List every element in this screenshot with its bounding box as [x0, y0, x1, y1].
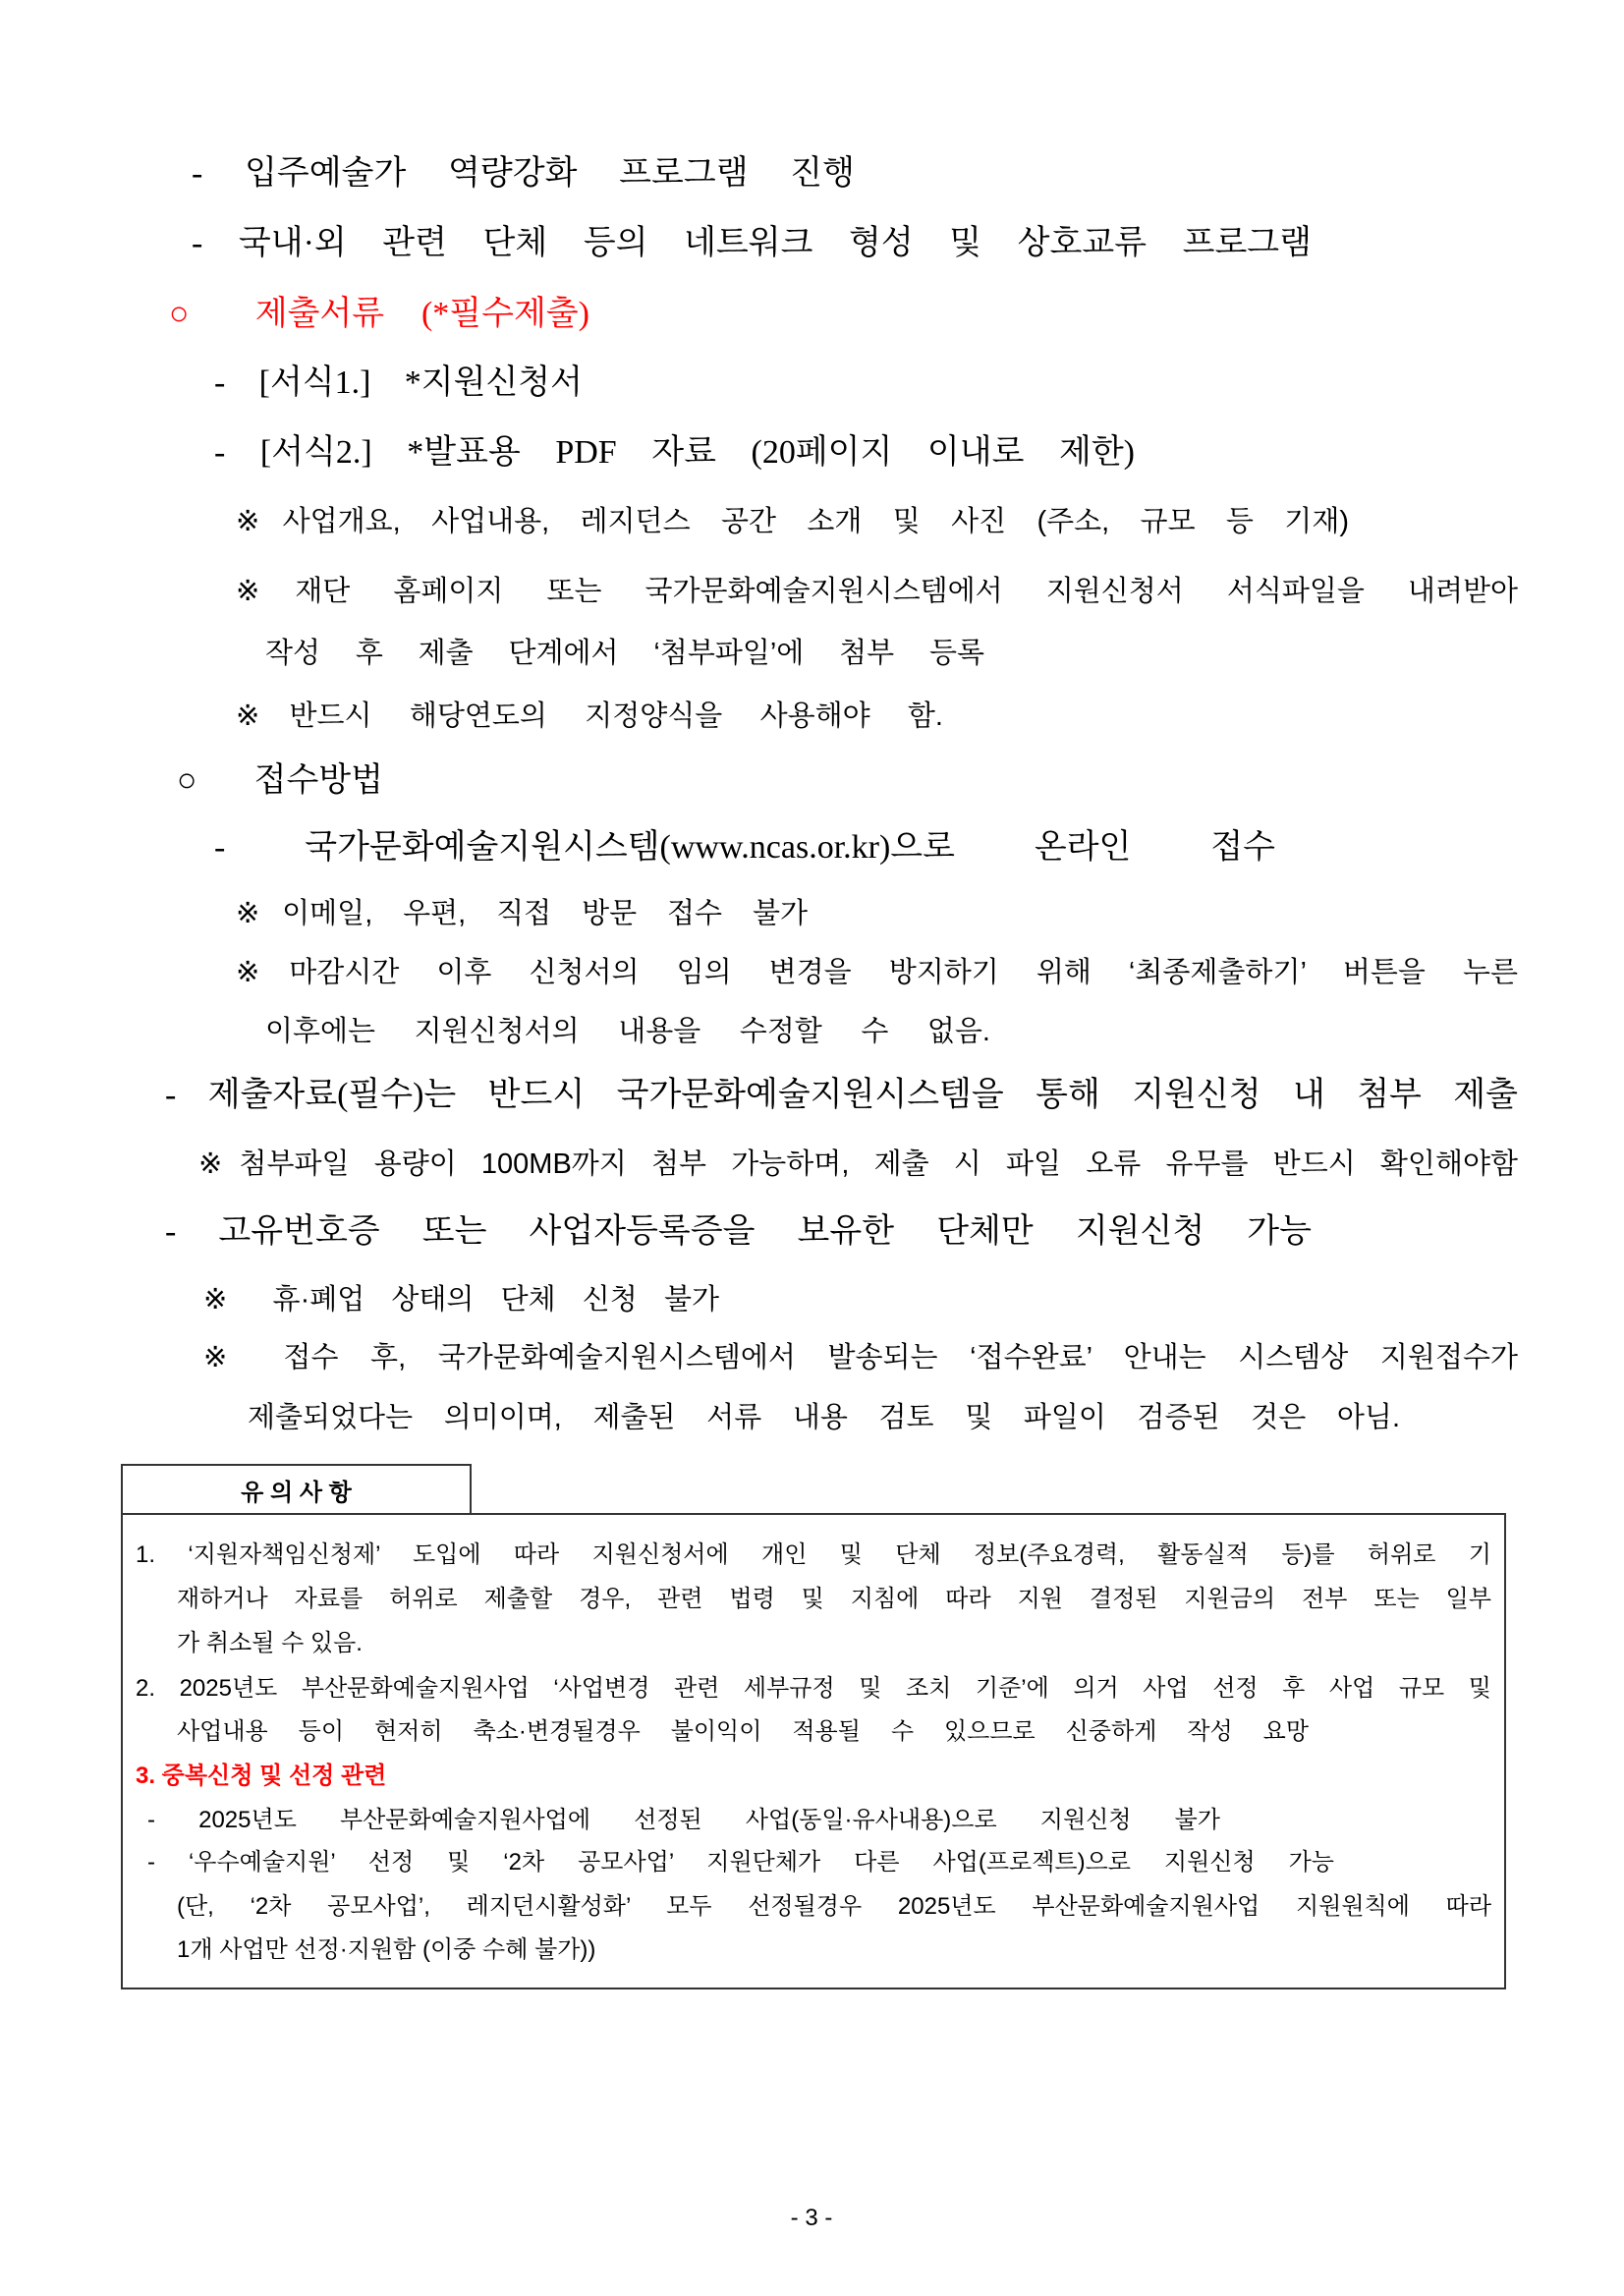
section-heading-submission-documents: ○ 제출서류 (*필수제출): [169, 296, 589, 332]
notice-subheading-duplicate: 3. 중복신청 및 선정 관련: [136, 1763, 387, 1789]
note-line: ※반드시 해당연도의 지정양식을 사용해야 함.: [236, 700, 943, 732]
notice-line: 사업내용 등이 현저히 축소·변경될경우 불이익이 적용될 수 있으므로 신중하게 작성 요망: [177, 1718, 1309, 1745]
requirement-item: - 제출자료(필수)는 반드시 국가문화예술지원시스템을 통해 지원신청 내 첨부 제출: [165, 1077, 1518, 1113]
notice-line: 가 취소될 수 있음.: [177, 1630, 363, 1656]
note-line: ※재단 홈페이지 또는 국가문화예술지원시스템에서 지원신청서 서식파일을 내려받아: [236, 576, 1518, 607]
notice-line: 1. ‘지원자책임신청제’ 도입에 따라 지원신청서에 개인 및 단체 정보(주요경력, 활동실적 등)를 허위로 기: [136, 1541, 1491, 1568]
notice-line: - ‘우수예술지원’ 선정 및 ‘2차 공모사업’ 지원단체가 다른 사업(프로젝트)으로 지원신청 가능: [147, 1849, 1334, 1876]
notice-line: (단, ‘2차 공모사업’, 레지던시활성화’ 모두 선정될경우 2025년도 부산문화예술지원사업 지원원칙에 따라: [177, 1893, 1491, 1920]
note-line: ※ 휴·폐업 상태의 단체 신청 불가: [203, 1284, 719, 1316]
method-item-online: - 국가문화예술지원시스템(www.ncas.or.kr)으로 온라인 접수: [214, 829, 1275, 866]
notice-box-title-tab: [121, 1464, 472, 1514]
program-item: - 국내·외 관련 단체 등의 네트워크 형성 및 상호교류 프로그램: [192, 225, 1312, 261]
note-line: ※첨부파일 용량이 100MB까지 첨부 가능하며, 제출 시 파일 오류 유무를 반드시 확인해야함: [198, 1148, 1518, 1180]
note-line: ※사업개요, 사업내용, 레지던스 공간 소개 및 사진 (주소, 규모 등 기재): [236, 506, 1349, 537]
document-item-form1: - [서식1.] *지원신청서: [214, 364, 583, 401]
notice-line: 2. 2025년도 부산문화예술지원사업 ‘사업변경 관련 세부규정 및 조치 기준’에 의거 사업 선정 후 사업 규모 및: [136, 1675, 1491, 1702]
program-item: - 입주예술가 역량강화 프로그램 진행: [192, 155, 855, 192]
note-line: ※마감시간 이후 신청서의 임의 변경을 방지하기 위해 ‘최종제출하기’ 버튼을 누른: [236, 957, 1518, 988]
notice-line: 재하거나 자료를 허위로 제출할 경우, 관련 법령 및 지침에 따라 지원 결정된 지원금의 전부 또는 일부: [177, 1586, 1491, 1612]
section-heading-submission-method: ○ 접수방법: [177, 762, 383, 799]
note-line: 이후에는 지원신청서의 내용을 수정할 수 없음.: [265, 1016, 990, 1047]
notice-line: 1개 사업만 선정·지원함 (이중 수혜 불가)): [177, 1936, 596, 1963]
page-number: - 3 -: [790, 2205, 833, 2231]
note-line: ※이메일, 우편, 직접 방문 접수 불가: [236, 898, 808, 929]
note-line: 제출되었다는 의미이며, 제출된 서류 내용 검토 및 파일이 검증된 것은 아님.: [248, 1402, 1400, 1433]
requirement-item: - 고유번호증 또는 사업자등록증을 보유한 단체만 지원신청 가능: [165, 1213, 1312, 1250]
notice-line: - 2025년도 부산문화예술지원사업에 선정된 사업(동일·유사내용)으로 지원신청 불가: [147, 1807, 1220, 1833]
note-line: 작성 후 제출 단계에서 ‘첨부파일’에 첨부 등록: [265, 638, 984, 669]
document-item-form2: - [서식2.] *발표용 PDF 자료 (20페이지 이내로 제한): [214, 434, 1135, 471]
notice-box-title: 유 의 사 항: [241, 1480, 352, 1506]
note-line: ※ 접수 후, 국가문화예술지원시스템에서 발송되는 ‘접수완료’ 안내는 시스템상 지원접수가: [203, 1342, 1518, 1373]
